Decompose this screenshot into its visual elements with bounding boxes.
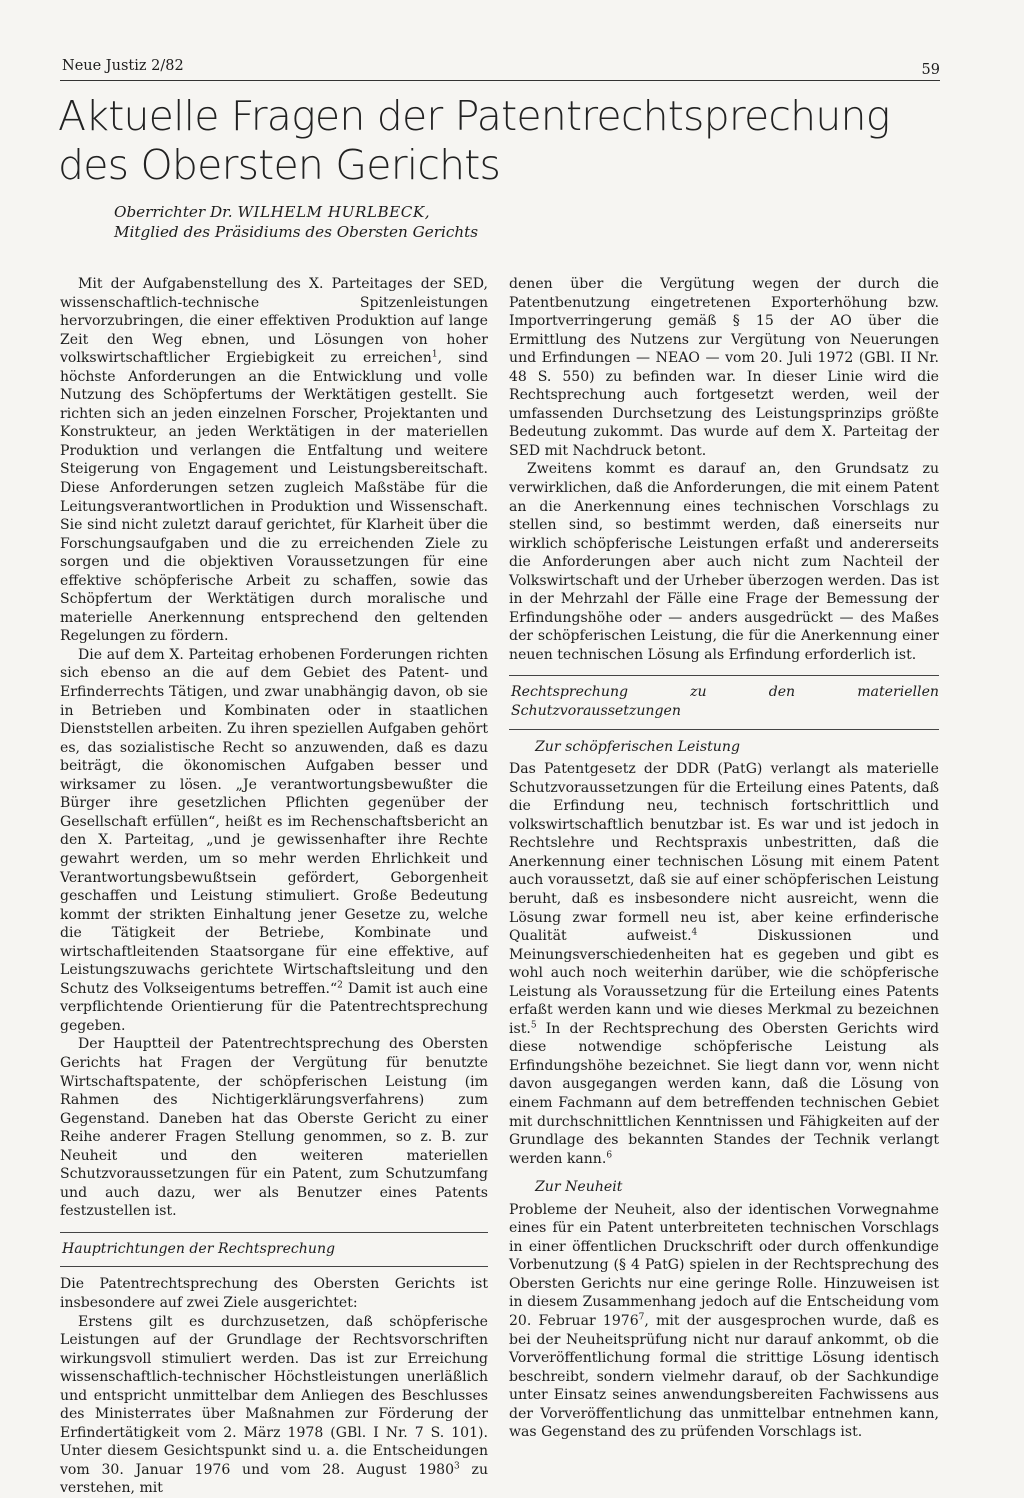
paragraph: Probleme der Neuheit, also der identischen Vorwegnahme eines für ein Patent unterbreiteten technischen Vorschlags in einer öffentlichen Druckschrift oder durch offenkundige Vorbenutzung (§ 4 PatG) spielen in der Rechtsprechung des Obersten Gerichts nur eine geringe Rolle. Hinzuweisen ist in diesem Zusammenhang jedoch auf die Entscheidung vom 20. Februar 1976$^7$, mit der ausgesprochen wurde, daß es bei der Neuheitsprüfung nicht nur darauf ankommt, ob die Vorveröffentlichung formal die strittige Lösung identisch beschreibt, sondern vielmehr darauf, ob der Sachkundige unter Einsatz seines anwendungsbereiten Fachwissens aus der Vorveröffentlichung das unmittelbar entnehmen kann, was Gegenstand des zu prüfenden Vorschlags ist. [509, 1201, 940, 1441]
subsection-heading: Zur Neuheit [535, 1179, 623, 1196]
paragraph: Das Patentgesetz der DDR (PatG) verlangt als materielle Schutzvoraussetzungen für die Erteilung eines Patents, daß die Erfindung neu, technisch fortschrittlich und volkswirtschaftlich benutzbar ist. Es war und ist jedoch in Rechtslehre und Rechtspraxis unbestritten, daß die Anerkennung einer technischen Lösung mit einem Patent auch voraussetzt, daß sie auf einer schöpferischen Leistung beruht, daß es insbesondere nicht ausreicht, wenn die Lösung zwar formell neu ist, aber keine erfinderische Qualität aufweist.$^4$ Diskussionen und Meinungsverschiedenheiten hat es gegeben und gibt es wohl auch noch weiterhin darüber, wie die schöpferische Leistung als Voraussetzung für die Erteilung eines Patents erfaßt werden kann und wie dieses Merkmal zu bezeichnen ist.$^5$ In der Rechtsprechung des Obersten Gerichts wird diese notwendige schöpferische Leistung als Erfindungshöhe bezeichnet. Sie liegt dann vor, wenn nicht davon ausgegangen werden kann, daß die Lösung von einem Fachmann auf dem betreffenden technischen Gebiet mit durchschnittlichen Kenntnissen und Fähigkeiten auf der Grundlage des bekannten Standes der Technik verlangt werden kann.$^6$ [509, 761, 939, 1167]
section-heading: Rechtsprechung zu den materiellen Schutzvoraussetzungen [509, 675, 939, 729]
right-column [509, 275, 939, 1442]
author-prefix: Oberrichter Dr. [114, 203, 238, 221]
footnote-ref: 6 [606, 1149, 613, 1160]
subsection-heading: Zur schöpferischen Leistung [535, 738, 740, 755]
footnote-ref: 2 [337, 980, 343, 991]
footnote-ref: 4 [691, 927, 698, 938]
journal-issue: Neue Justiz 2/82 [62, 58, 184, 74]
paragraph: denen über die Vergütung wegen der durch die Patentbenutzung eingetretenen Exporterhöhung bzw. Importverringerung gemäß § 15 der AO über die Ermittlung des Nutzens zur Vergütung von Neuerungen und Erfindungen — NEAO — vom 20. Juli 1972 (GBl. II Nr. 48 S. 550) zu befinden war. In dieser Linie wird die Rechtsprechung auch fortgesetzt werden, weil der umfassenden Durchsetzung des Leistungsprinzips größte Bedeutung zukommt. Das wurde auf dem X. Parteitag der SED mit Nachdruck betont. [509, 276, 939, 459]
paragraph: Mit der Aufgabenstellung des X. Parteitages der SED, wissenschaftlich-technische Spitzenleistungen hervorzubringen, die einer effektiven Produktion auf lange Zeit den Weg ebnen, und Lösungen von hoher volkswirtschaftlicher Ergiebigkeit zu erreichen$^1$, sind höchste Anforderungen an die Entwicklung und volle Nutzung des Schöpfertums der Werktätigen gestellt. Sie richten sich an jeden einzelnen Forscher, Projektanten und Konstrukteur, an jeden Werktätigen in der materiellen Produktion und verlangen die Entfaltung und weitere Steigerung von Engagement und Leistungsbereitschaft. Diese Anforderungen setzen zugleich Maßstäbe für die Leitungsverantwortlichen in Produktion und Wissenschaft. Sie sind nicht zuletzt darauf gerichtet, für Klarheit über die Forschungsaufgaben und die zu erreichenden Ziele zu sorgen und die objektiven Voraussetzungen für eine effektive schöpferische Arbeit zu schaffen, sowie das Schöpfertum der Werktätigen durch moralische und materielle Anerkennung entsprechend den geltenden Regelungen zu fördern. [60, 276, 489, 645]
left-column [60, 275, 488, 1498]
footnote-ref: 5 [530, 1020, 537, 1031]
paragraph: Die Patentrechtsprechung des Obersten Gerichts ist insbesondere auf zwei Ziele ausgerichtet: [60, 1276, 488, 1311]
author-block [114, 202, 478, 242]
article-title [58, 92, 958, 190]
footnote-ref: 3 [454, 1461, 460, 1472]
paragraph: Erstens gilt es durchzusetzen, daß schöpferische Leistungen auf der Grundlage der Rechtsvorschriften wirkungsvoll stimuliert werden. Das ist zur Erreichung wissenschaftlich-technischer Höchstleistungen unerläßlich und entspricht unmittelbar dem Anliegen des Beschlusses des Ministerrates über Maßnahmen zur Förderung der Erfindertätigkeit vom 2. März 1978 (GBl. I Nr. 7 S. 101). Unter diesem Gesichtspunkt sind u. a. die Entscheidungen vom 30. Januar 1976 und vom 28. August 1980$^3$ zu verstehen, mit [60, 1313, 488, 1497]
author-name: WILHELM HURLBECK, [237, 203, 431, 221]
paragraph: Zweitens kommt es darauf an, den Grundsatz zu verwirklichen, daß die Anforderungen, die mit einem Patent an die Anerkennung eines technischen Vorschlags zu stellen sind, so bestimmt werden, daß einerseits nur wirklich schöpferische Leistungen erfaßt und andererseits die Anforderungen aber auch nicht zum Nachteil der Volkswirtschaft und der Urheber überzogen werden. Das ist in der Mehrzahl der Fälle eine Frage der Bemessung der Erfindungshöhe oder — anders ausgedrückt — des Maßes der schöpferischen Leistung, die für die Anerkennung einer neuen technischen Lösung als Erfindung erforderlich ist. [509, 461, 939, 663]
author-affiliation: Mitglied des Präsidiums des Obersten Gerichts [114, 223, 479, 241]
section-heading: Hauptrichtungen der Rechtsprechung [60, 1232, 488, 1268]
footnote-ref: 1 [431, 349, 438, 360]
title-line-2: des Obersten Gerichts [58, 141, 501, 189]
running-head [60, 58, 940, 81]
title-line-1: Aktuelle Fragen der Patentrechtsprechung [58, 92, 890, 140]
paragraph: Der Hauptteil der Patentrechtsprechung des Obersten Gerichts hat Fragen der Vergütung für benutzte Wirtschaftspatente, der schöpferischen Leistung (im Rahmen des Nichtigerklärungsverfahrens) zum Gegenstand. Daneben hat das Oberste Gericht zu einer Reihe anderer Fragen Stellung genommen, so z. B. zur Neuheit und den weiteren materiellen Schutzvoraussetzungen für ein Patent, zum Schutzumfang und auch dazu, wer als Benutzer eines Patents festzustellen ist. [60, 1036, 488, 1220]
page-number: 59 [921, 62, 940, 78]
paragraph: Die auf dem X. Parteitag erhobenen Forderungen richten sich ebenso an die auf dem Gebiet des Patent- und Erfinderrechts Tätigen, und zwar unabhängig davon, ob sie in Betrieben und Kombinaten oder in staatlichen Dienststellen arbeiten. Zu ihren speziellen Aufgaben gehört es, das sozialistische Recht so anzuwenden, daß es dazu beiträgt, die ökonomischen Aufgaben besser und wirksamer zu lösen. „Je verantwortungsbewußter die Bürger ihre gesetzlichen Pflichten gegenüber der Gesellschaft erfüllen“, heißt es im Rechenschaftsbericht an den X. Parteitag, „und je gewissenhafter ihre Rechte gewahrt werden, um so mehr werden Ehrlichkeit und Verantwortungsbewußtsein gefördert, Geborgenheit geschaffen und Leistung stimuliert. Große Bedeutung kommt der strikten Einhaltung jener Gesetze zu, welche die Tätigkeit der Betriebe, Kombinate und wirtschaftleitenden Staatsorgane für eine effektive, auf Leistungszuwachs gerichtete Wirtschaftsleitung und den Schutz des Volkseigentums betreffen.“$^2$ Damit ist auch eine verpflichtende Orientierung für die Patentrechtsprechung gegeben. [60, 646, 488, 1034]
footnote-ref: 7 [638, 1312, 645, 1323]
